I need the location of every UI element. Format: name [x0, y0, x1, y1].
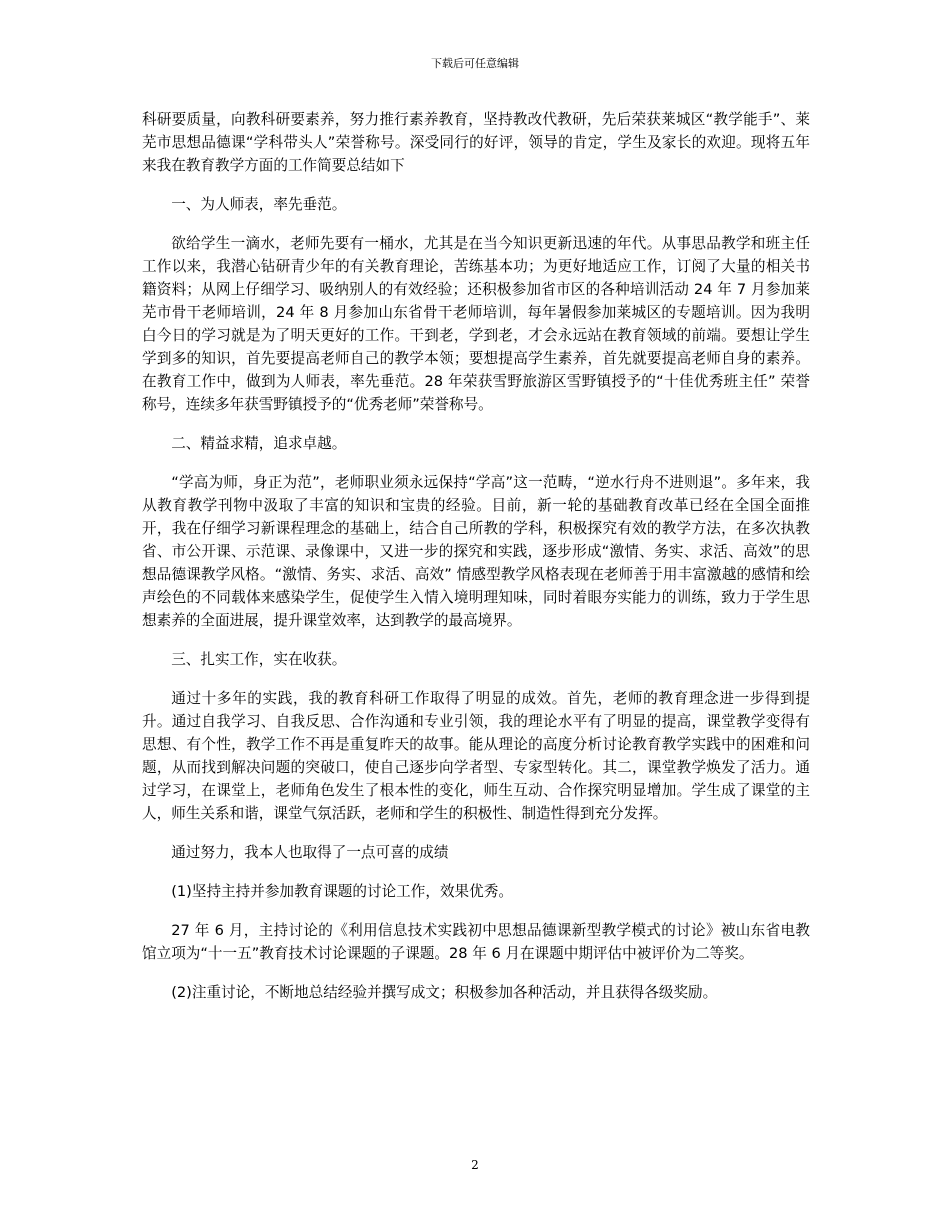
page-header: 下载后可任意编辑	[431, 57, 519, 70]
paragraph-intro: 科研要质量，向教科研要素养，努力推行素养教育，坚持教改代教研，先后荣获莱城区“教学能手”、莱芜市思想品德课“学科带头人”荣誉称号。深受同行的好评，领导的肯定，学生及家长的欢迎。现将五年来我在教育教学方面的工作简要总结如下	[142, 111, 810, 174]
section-heading-2: 二、精益求精，追求卓越。	[171, 435, 347, 452]
section-heading-3: 三、扎实工作，实在收获。	[171, 651, 347, 668]
list-item-2: (2)注重讨论，不断地总结经验并撰写成文；积极参加各种活动，并且获得各级奖励。	[171, 984, 718, 1001]
paragraph-section-1: 欲给学生一滴水，老师先要有一桶水，尤其是在当今知识更新迅速的年代。从事思品教学和班主任工作以来，我潜心钻研青少年的有关教育理论，苦练基本功；为更好地适应工作，订阅了大量的相关书籍资料；从网上仔细学习、吸纳别人的有效经验；还积极参加省市区的各种培训活动 24 年 7 月参加莱芜市骨干老师培训，24 年 8 月参加山东省骨干老师培训，每年暑假参加莱城区的专题培训。因为我明白今日的学习就是为了明天更好的工作。干到老，学到老，才会永远站在教育领域的前端。要想让学生学到多的知识，首先要提高老师自己的教学本领；要想提高学生素养，首先就要提高老师自身的素养。在教育工作中，做到为人师表，率先垂范。28 年荣获雪野旅游区雪野镇授予的“十佳优秀班主任” 荣誉称号，连续多年获雪野镇授予的“优秀老师”荣誉称号。	[142, 235, 810, 413]
paragraph-section-3: 通过十多年的实践，我的教育科研工作取得了明显的成效。首先，老师的教育理念进一步得到提升。通过自我学习、自我反思、合作沟通和专业引领，我的理论水平有了明显的提高，课堂教学变得有思想、有个性，教学工作不再是重复昨天的故事。能从理论的高度分析讨论教育教学实践中的困难和问题，从而找到解决问题的突破口，使自己逐步向学者型、专家型转化。其二，课堂教学焕发了活力。通过学习，在课堂上，老师角色发生了根本性的变化，师生互动、合作探究明显增加。学生成了课堂的主人，师生关系和谐，课堂气氛活跃，老师和学生的积极性、制造性得到充分发挥。	[142, 690, 810, 822]
list-item-1: (1)坚持主持并参加教育课题的讨论工作，效果优秀。	[171, 883, 513, 900]
paragraph-research-project: 27 年 6 月，主持讨论的《利用信息技术实践初中思想品德课新型教学模式的讨论》被山东省电教馆立项为“十一五”教育技术讨论课题的子课题。28 年 6 月在课题中期评估中被评价为二等奖。	[142, 922, 810, 962]
paragraph-section-2: “学高为师，身正为范”，老师职业须永远保持“学高”这一范畴，“逆水行舟不进则退”。多年来，我从教育教学刊物中汲取了丰富的知识和宝贵的经验。目前，新一轮的基础教育改革已经在全国全面推开，我在仔细学习新课程理念的基础上，结合自己所教的学科，积极探究有效的教学方法，在多次执教省、市公开课、示范课、录像课中，又进一步的探究和实践，逐步形成“激情、务实、求活、高效”的思想品德课教学风格。“激情、务实、求活、高效” 情感型教学风格表现在老师善于用丰富激越的感情和绘声绘色的不同载体来感染学生，促使学生入情入境明理知味，同时着眼夯实能力的训练，致力于学生思想素养的全面进展，提升课堂效率，达到教学的最高境界。	[142, 474, 810, 629]
document-body	[142, 108, 810, 1020]
page-number: 2	[471, 1158, 479, 1172]
paragraph-achievements-intro: 通过努力，我本人也取得了一点可喜的成绩	[171, 844, 449, 861]
section-heading-1: 一、为人师表，率先垂范。	[171, 196, 347, 213]
